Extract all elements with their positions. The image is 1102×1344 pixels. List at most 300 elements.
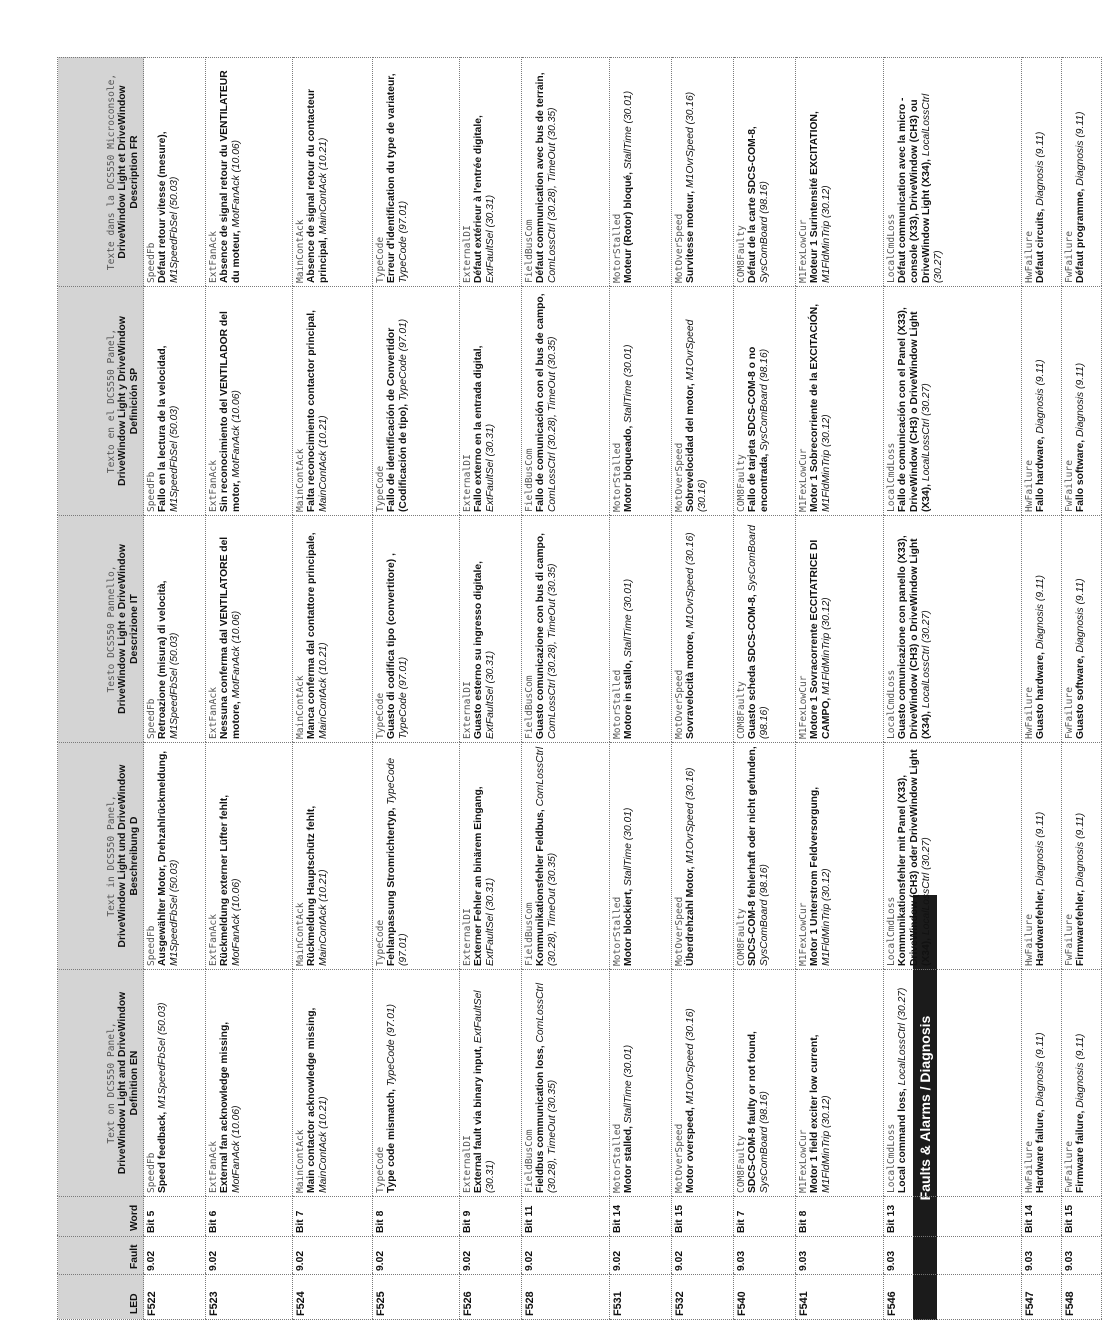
description-it xyxy=(1062,516,1102,743)
word-bit: Bit 9 xyxy=(460,1197,522,1237)
panel-text: MotOverSpeed xyxy=(674,442,685,512)
description-de xyxy=(884,743,1022,970)
parameter-ref: Diagnosis (9.11) xyxy=(1075,362,1086,438)
parameter-ref: TypeCode (97.01) xyxy=(386,1003,397,1087)
panel-text: MotOverSpeed xyxy=(674,213,685,283)
panel-text: TypeCode xyxy=(375,692,386,739)
description-it xyxy=(460,516,522,743)
led-code: F526 xyxy=(460,1275,522,1320)
header-sp-title: DriveWindow Light y DriveWindow Definición SP xyxy=(117,316,140,486)
parameter-ref: TypeCode (97.01) xyxy=(398,200,409,283)
description-en xyxy=(460,970,522,1197)
led-code: F525 xyxy=(373,1275,460,1320)
parameter-ref: M1FldMinTrip (30.12) xyxy=(821,1095,832,1193)
parameter-ref: LocalLossCtrl (30.27) xyxy=(921,383,932,482)
description-it xyxy=(522,516,610,743)
parameter-ref: M1SpeedFbSel (50.03) xyxy=(169,405,180,512)
parameter-ref: StallTime (30.01) xyxy=(623,90,634,170)
parameter-ref: MotFanAck (10.06) xyxy=(231,610,242,699)
word-bit: Bit 7 xyxy=(734,1197,796,1237)
parameter-ref: Diagnosis (9.11) xyxy=(1075,1033,1086,1108)
parameter-ref: Diagnosis (9.11) xyxy=(1075,111,1086,186)
definition-text: Speed feedback, xyxy=(157,1111,168,1193)
description-de xyxy=(293,743,373,970)
table-row xyxy=(734,58,796,1320)
parameter-ref: TypeCode (97.01) xyxy=(386,757,409,966)
parameter-ref: SysComBoard (98.16) xyxy=(759,864,770,966)
parameter-ref: TypeCode (97.01) xyxy=(398,656,409,739)
definition-text: Absence de signal retour du contacteur principal, xyxy=(306,89,329,283)
definition-text: Kommunikationsfehler Feldbus, xyxy=(535,809,546,966)
panel-text: LocalCmdLoss xyxy=(886,669,897,739)
description-en xyxy=(1022,970,1062,1197)
parameter-ref: MotFanAck (10.06) xyxy=(231,878,242,966)
parameter-ref: M1SpeedFbSel (50.03) xyxy=(169,176,180,283)
definition-text: Überdrehzahl Motor, xyxy=(685,866,696,966)
definition-text: Fallo de comunicación con el Panel (X33), DriveWindow (CH3) o DriveWindow Light (X34), xyxy=(897,307,932,512)
led-code: F546 xyxy=(884,1275,1022,1320)
header-fr xyxy=(58,58,144,287)
parameter-ref: LocalLossCtrl (30.27) xyxy=(897,987,908,1086)
word-bit: Bit 7 xyxy=(293,1197,373,1237)
parameter-ref: MainContAck (10.21) xyxy=(318,869,329,966)
panel-text: COM8Faulty xyxy=(736,1135,747,1193)
header-sp xyxy=(58,287,144,516)
table-row xyxy=(373,58,460,1320)
header-it-title: DriveWindow Light e DriveWindow Descrizione IT xyxy=(117,544,140,714)
description-de xyxy=(144,743,206,970)
definition-text: Falta reconocimiento contactor principal, xyxy=(306,310,317,512)
parameter-ref: M1OvrSpeed (30.16) xyxy=(685,532,696,629)
table-row xyxy=(206,58,293,1320)
description-it xyxy=(206,516,293,743)
description-fr xyxy=(610,58,672,287)
led-code: F548 xyxy=(1062,1275,1102,1320)
parameter-ref: M1SpeedFbSel (50.03) xyxy=(169,632,180,739)
definition-text: Hardware failure, xyxy=(1035,1109,1046,1193)
parameter-ref: StallTime (30.01) xyxy=(623,578,634,658)
definition-text: Rückmeldung externer Lüfter fehlt, xyxy=(219,794,230,966)
word-bit: Bit 15 xyxy=(672,1197,734,1237)
definition-text: External fan acknowledge missing, xyxy=(219,1021,230,1193)
description-sp xyxy=(734,287,796,516)
panel-text: HwFailure xyxy=(1024,687,1035,739)
panel-text: SpeedFb xyxy=(146,698,157,739)
fault-number: 9.03 xyxy=(1062,1237,1102,1275)
panel-text: COM8Faulty xyxy=(736,454,747,512)
parameter-ref: ExtFaultSel (30.31) xyxy=(485,194,496,283)
parameter-ref: TypeCode (97.01) xyxy=(398,318,409,401)
parameter-ref: MainContAck (10.21) xyxy=(318,1096,329,1193)
panel-text: FieldBusCom xyxy=(524,675,535,739)
definition-text: Fallo en la lectura de la velocidad, xyxy=(157,345,168,512)
definition-text: Motor overspeed, xyxy=(685,1107,696,1193)
description-en xyxy=(672,970,734,1197)
panel-text: M1FexLowCur xyxy=(798,675,809,739)
led-code: F522 xyxy=(144,1275,206,1320)
definition-text: Sobrevelocidad del motor, xyxy=(685,383,696,512)
parameter-ref: MainContAck (10.21) xyxy=(318,415,329,512)
parameter-ref: SysComBoard (98.16) xyxy=(759,1091,770,1193)
panel-text: FieldBusCom xyxy=(524,448,535,512)
parameter-ref: MainContAck (10.21) xyxy=(318,642,329,739)
fault-number: 9.03 xyxy=(884,1237,1022,1275)
fault-number: 9.02 xyxy=(206,1237,293,1275)
definition-text: Survitesse moteur, xyxy=(685,190,696,283)
description-en xyxy=(373,970,460,1197)
panel-text: MotorStalled xyxy=(612,1123,623,1193)
parameter-ref: MotFanAck (10.06) xyxy=(231,139,242,228)
definition-text: Manca conferma dal contattore principale, xyxy=(306,532,317,739)
panel-text: MotorStalled xyxy=(612,669,623,739)
description-it xyxy=(1022,516,1062,743)
fault-number: 9.02 xyxy=(144,1237,206,1275)
parameter-ref: ExtFaultSel (30.31) xyxy=(473,990,496,1193)
fault-number: 9.03 xyxy=(1022,1237,1062,1275)
fault-number: 9.02 xyxy=(610,1237,672,1275)
parameter-ref: M1FldMinTrip (30.12) xyxy=(821,597,832,695)
definition-text: Main contactor acknowledge missing, xyxy=(306,1007,317,1193)
description-sp xyxy=(610,287,672,516)
panel-text: FwFailure xyxy=(1064,460,1075,512)
definition-text: Firmwarefehler, xyxy=(1075,889,1086,966)
definition-text: Défaut extérieur à l'entrée digitale, xyxy=(473,115,484,283)
panel-text: SpeedFb xyxy=(146,925,157,966)
description-de xyxy=(1022,743,1062,970)
description-it xyxy=(144,516,206,743)
description-en xyxy=(610,970,672,1197)
word-bit: Bit 8 xyxy=(373,1197,460,1237)
definition-text: Sin reconocimiento del VENTILADOR del motor, xyxy=(219,311,242,512)
word-bit: Bit 5 xyxy=(144,1197,206,1237)
panel-text: MainContAck xyxy=(295,675,306,739)
definition-text: SDCS-COM-8 faulty or not found, xyxy=(747,1031,758,1193)
header-en-title: DriveWindow Light and DriveWindow Definition EN xyxy=(117,991,140,1175)
definition-text: Guasto esterno su ingresso digitale, xyxy=(473,561,484,739)
word-bit: Bit 14 xyxy=(1022,1197,1062,1237)
table-row xyxy=(672,58,734,1320)
description-sp xyxy=(293,287,373,516)
definition-text: Fallo de comunicación con el bus de campo, xyxy=(535,293,546,512)
definition-text: External fault via binary input, xyxy=(473,1045,484,1193)
panel-text: COM8Faulty xyxy=(736,681,747,739)
description-fr xyxy=(206,58,293,287)
description-de xyxy=(610,743,672,970)
definition-text: Erreur d'identification du type de variateur, xyxy=(386,73,397,283)
header-en-panel: Text on DCS550 Panel, xyxy=(106,1022,117,1144)
description-fr xyxy=(293,58,373,287)
definition-text: Moteur (Rotor) bloqué, xyxy=(623,172,634,283)
description-en xyxy=(734,970,796,1197)
panel-text: ExtFanAck xyxy=(208,687,219,739)
definition-text: Fehlanpassung Stromrichtertyp, xyxy=(386,807,397,966)
panel-text: TypeCode xyxy=(375,236,386,283)
parameter-ref: LocalLossCtrl (30.27) xyxy=(921,610,932,709)
description-sp xyxy=(1062,287,1102,516)
description-fr xyxy=(460,58,522,287)
parameter-ref: MotFanAck (10.06) xyxy=(231,390,242,478)
definition-text: Motore in stallo, xyxy=(623,660,634,739)
description-en xyxy=(293,970,373,1197)
panel-text: FwFailure xyxy=(1064,914,1075,966)
definition-text: Motore 1 Sovracorrente ECCITATRICE DI CAMPO, xyxy=(809,539,832,739)
description-en xyxy=(884,970,1022,1197)
description-fr xyxy=(144,58,206,287)
panel-text: MotorStalled xyxy=(612,213,623,283)
panel-text: LocalCmdLoss xyxy=(886,442,897,512)
panel-text: COM8Faulty xyxy=(736,225,747,283)
definition-text: Guasto di codifica tipo (convertitore) , xyxy=(386,553,397,739)
led-code: F528 xyxy=(522,1275,610,1320)
panel-text: HwFailure xyxy=(1024,460,1035,512)
definition-text: Moteur 1 Surintensité EXCITATION, xyxy=(809,111,820,283)
parameter-ref: M1OvrSpeed (30.16) xyxy=(685,319,708,512)
panel-text: ExternalDI xyxy=(462,454,473,512)
description-fr xyxy=(884,58,1022,287)
parameter-ref: Diagnosis (9.11) xyxy=(1075,578,1086,653)
description-de xyxy=(206,743,293,970)
description-fr xyxy=(1022,58,1062,287)
panel-text: ExternalDI xyxy=(462,681,473,739)
panel-text: LocalCmdLoss xyxy=(886,1123,897,1193)
table-row xyxy=(522,58,610,1320)
panel-text: M1FexLowCur xyxy=(798,1129,809,1193)
panel-text: HwFailure xyxy=(1024,1141,1035,1193)
panel-text: TypeCode xyxy=(375,1146,386,1193)
fault-number: 9.03 xyxy=(796,1237,884,1275)
panel-text: FieldBusCom xyxy=(524,902,535,966)
description-it xyxy=(373,516,460,743)
panel-text: SpeedFb xyxy=(146,1152,157,1193)
section-tab-label: Faults & Alarms / Diagnosis xyxy=(917,1015,933,1200)
table-row xyxy=(796,58,884,1320)
definition-text: Sovravelocità motore, xyxy=(685,631,696,739)
definition-text: Motor bloqueado, xyxy=(623,425,634,512)
fault-number: 9.02 xyxy=(522,1237,610,1275)
panel-text: FwFailure xyxy=(1064,1141,1075,1193)
led-code: F523 xyxy=(206,1275,293,1320)
led-code: F540 xyxy=(734,1275,796,1320)
description-fr xyxy=(796,58,884,287)
definition-text: Fallo de tarjeta SDCS-COM-8 o no encontrada, xyxy=(747,346,770,512)
led-code: F541 xyxy=(796,1275,884,1320)
table-row xyxy=(1022,58,1062,1320)
header-fr-title: DriveWindow Light et DriveWindow Description FR xyxy=(117,85,140,259)
definition-text: Fallo hardware, xyxy=(1035,436,1046,512)
panel-text: FieldBusCom xyxy=(524,1129,535,1193)
panel-text: ExtFanAck xyxy=(208,460,219,512)
panel-text: MainContAck xyxy=(295,448,306,512)
description-it xyxy=(734,516,796,743)
description-de xyxy=(373,743,460,970)
parameter-ref: StallTime (30.01) xyxy=(623,807,634,886)
definition-text: Guasto software, xyxy=(1075,655,1086,739)
description-de xyxy=(734,743,796,970)
fault-number: 9.03 xyxy=(734,1237,796,1275)
parameter-ref: Diagnosis (9.11) xyxy=(1075,812,1086,887)
panel-text: ExternalDI xyxy=(462,908,473,966)
parameter-ref: MotFanAck (10.06) xyxy=(231,1105,242,1193)
header-sp-panel: Texto en el DCS550 Panel, xyxy=(106,328,117,474)
parameter-ref: Diagnosis (9.11) xyxy=(1035,574,1046,650)
parameter-ref: Diagnosis (9.11) xyxy=(1035,811,1046,886)
header-de-panel: Text in DCS550 Panel, xyxy=(106,795,117,917)
panel-text: M1FexLowCur xyxy=(798,902,809,966)
panel-text: FieldBusCom xyxy=(524,219,535,283)
fault-number: 9.02 xyxy=(293,1237,373,1275)
description-fr xyxy=(522,58,610,287)
panel-text: ExtFanAck xyxy=(208,1141,219,1193)
definition-text: Guasto scheda SDCS-COM-8, xyxy=(747,594,758,739)
description-sp xyxy=(144,287,206,516)
panel-text: FwFailure xyxy=(1064,231,1075,283)
table-row xyxy=(884,58,1022,1320)
parameter-ref: StallTime (30.01) xyxy=(623,344,634,423)
word-bit: Bit 11 xyxy=(522,1197,610,1237)
header-de-title: DriveWindow Light und DriveWindow Beschreibung D xyxy=(117,764,140,948)
panel-text: ExternalDI xyxy=(462,225,473,283)
description-en xyxy=(1062,970,1102,1197)
description-sp xyxy=(672,287,734,516)
word-bit: Bit 6 xyxy=(206,1197,293,1237)
header-de xyxy=(58,743,144,970)
parameter-ref: M1OvrSpeed (30.16) xyxy=(685,767,696,864)
panel-text: M1FexLowCur xyxy=(798,448,809,512)
definition-text: Fallo externo en la entrada digital, xyxy=(473,345,484,512)
description-de xyxy=(460,743,522,970)
definition-text: Défaut programme, xyxy=(1075,188,1086,283)
header-fault: Fault xyxy=(58,1237,144,1275)
panel-text: MainContAck xyxy=(295,1129,306,1193)
definition-text: Fieldbus communication loss, xyxy=(535,1045,546,1193)
description-fr xyxy=(734,58,796,287)
definition-text: Guasto comunicazione con panello (X33), DriveWindow (CH3) o DriveWindow Light (X34), xyxy=(897,535,932,739)
definition-text: Externer Fehler an binärem Eingang, xyxy=(473,786,484,966)
definition-text: Type code mismatch, xyxy=(386,1089,397,1193)
parameter-ref: SysComBoard (98.16) xyxy=(747,524,770,739)
header-word: Word xyxy=(58,1197,144,1237)
description-sp xyxy=(373,287,460,516)
panel-text: MotOverSpeed xyxy=(674,669,685,739)
description-sp xyxy=(796,287,884,516)
definition-text: Guasto comunicazione con bus di campo, xyxy=(535,533,546,739)
description-de xyxy=(522,743,610,970)
parameter-ref: M1FldMinTrip (30.12) xyxy=(821,414,832,512)
parameter-ref: Diagnosis (9.11) xyxy=(1035,1032,1046,1107)
fault-number: 9.02 xyxy=(373,1237,460,1275)
description-fr xyxy=(672,58,734,287)
description-fr xyxy=(373,58,460,287)
definition-text: Motor 1 Unterstrom Feldversorgung, xyxy=(809,786,820,966)
definition-text: Défaut retour vitesse (mesure), xyxy=(157,131,168,283)
description-de xyxy=(1062,743,1102,970)
description-en xyxy=(796,970,884,1197)
description-sp xyxy=(1022,287,1062,516)
panel-text: MotOverSpeed xyxy=(674,896,685,966)
definition-text: Local command loss, xyxy=(897,1088,908,1193)
description-de xyxy=(672,743,734,970)
definition-text: Guasto hardware, xyxy=(1035,652,1046,739)
parameter-ref: MainContAck (10.21) xyxy=(318,137,329,235)
led-code: F532 xyxy=(672,1275,734,1320)
parameter-ref: M1FldMinTrip (30.12) xyxy=(821,185,832,283)
description-it xyxy=(796,516,884,743)
definition-text: Rückmeldung Hauptschütz fehlt, xyxy=(306,805,317,966)
description-it xyxy=(672,516,734,743)
description-sp xyxy=(522,287,610,516)
table-row xyxy=(144,58,206,1320)
description-en xyxy=(522,970,610,1197)
word-bit: Bit 14 xyxy=(610,1197,672,1237)
panel-text: MotOverSpeed xyxy=(674,1123,685,1193)
definition-text: Défaut communication avec bus de terrain, xyxy=(535,72,546,283)
parameter-ref: LocalLossCtrl (30.27) xyxy=(921,93,944,283)
parameter-ref: SysComBoard (98.16) xyxy=(759,348,770,451)
description-it xyxy=(884,516,1022,743)
panel-text: ExtFanAck xyxy=(208,914,219,966)
panel-text: M1FexLowCur xyxy=(798,219,809,283)
parameter-ref: ExtFaultSel (30.31) xyxy=(485,650,496,739)
description-sp xyxy=(206,287,293,516)
fault-table xyxy=(57,57,1102,1320)
parameter-ref: M1FldMinTrip (30.12) xyxy=(821,868,832,966)
fault-number: 9.02 xyxy=(672,1237,734,1275)
definition-text: Ausgewählter Motor, Drehzahlrückmeldung, xyxy=(157,750,168,966)
definition-text: Retroazione (misura) di velocità, xyxy=(157,580,168,739)
parameter-ref: M1SpeedFbSel (50.03) xyxy=(157,1002,168,1109)
description-sp xyxy=(884,287,1022,516)
panel-text: FwFailure xyxy=(1064,687,1075,739)
word-bit: Bit 15 xyxy=(1062,1197,1102,1237)
panel-text: LocalCmdLoss xyxy=(886,213,897,283)
parameter-ref: ComLossCtrl (30.28), TimeOut (30.35) xyxy=(547,563,558,739)
panel-text: SpeedFb xyxy=(146,242,157,283)
parameter-ref: ExtFaultSel (30.31) xyxy=(485,877,496,966)
panel-text: MotorStalled xyxy=(612,896,623,966)
parameter-ref: LocalLossCtrl (30.27) xyxy=(921,837,932,936)
description-sp xyxy=(460,287,522,516)
definition-text: Défaut de la carte SDCS-COM-8, xyxy=(747,126,758,283)
panel-text: MotorStalled xyxy=(612,442,623,512)
definition-text: Fallo de identificación de Convertidor (Codificación de tipo), xyxy=(386,327,409,512)
word-bit: Bit 13 xyxy=(884,1197,1022,1237)
definition-text: Absence de signal retour du VENTILATEUR du moteur, xyxy=(219,70,242,283)
table-row xyxy=(460,58,522,1320)
definition-text: SDCS-COM-8 fehlerhaft oder nicht gefunden, xyxy=(747,746,758,966)
parameter-ref: ComLossCtrl (30.28), TimeOut (30.35) xyxy=(535,746,558,966)
parameter-ref: ComLossCtrl (30.28), TimeOut (30.35) xyxy=(547,336,558,512)
description-en xyxy=(144,970,206,1197)
fault-table-body xyxy=(144,58,1102,1320)
definition-text: Motor blockiert, xyxy=(623,888,634,966)
definition-text: Motor stalled, xyxy=(623,1126,634,1193)
header-led: LED xyxy=(58,1275,144,1320)
header-it-panel: Testo DCS550 Pannello, xyxy=(106,565,117,693)
definition-text: Fallo software, xyxy=(1075,439,1086,512)
definition-text: Défaut communication avec la micro - console (X33), DriveWindow (CH3) ou DriveWindow Light (X34), xyxy=(897,97,932,283)
parameter-ref: ExtFaultSel (30.31) xyxy=(485,423,496,512)
header-fr-panel: Texte dans la DCS550 Microconsole, xyxy=(106,73,117,271)
panel-text: MainContAck xyxy=(295,219,306,283)
parameter-ref: ComLossCtrl (30.28), TimeOut (30.35) xyxy=(535,982,558,1193)
led-code: F531 xyxy=(610,1275,672,1320)
parameter-ref: Diagnosis (9.11) xyxy=(1035,131,1046,206)
description-it xyxy=(293,516,373,743)
panel-text: LocalCmdLoss xyxy=(886,896,897,966)
led-code: F547 xyxy=(1022,1275,1062,1320)
panel-text: TypeCode xyxy=(375,919,386,966)
header-it xyxy=(58,516,144,743)
